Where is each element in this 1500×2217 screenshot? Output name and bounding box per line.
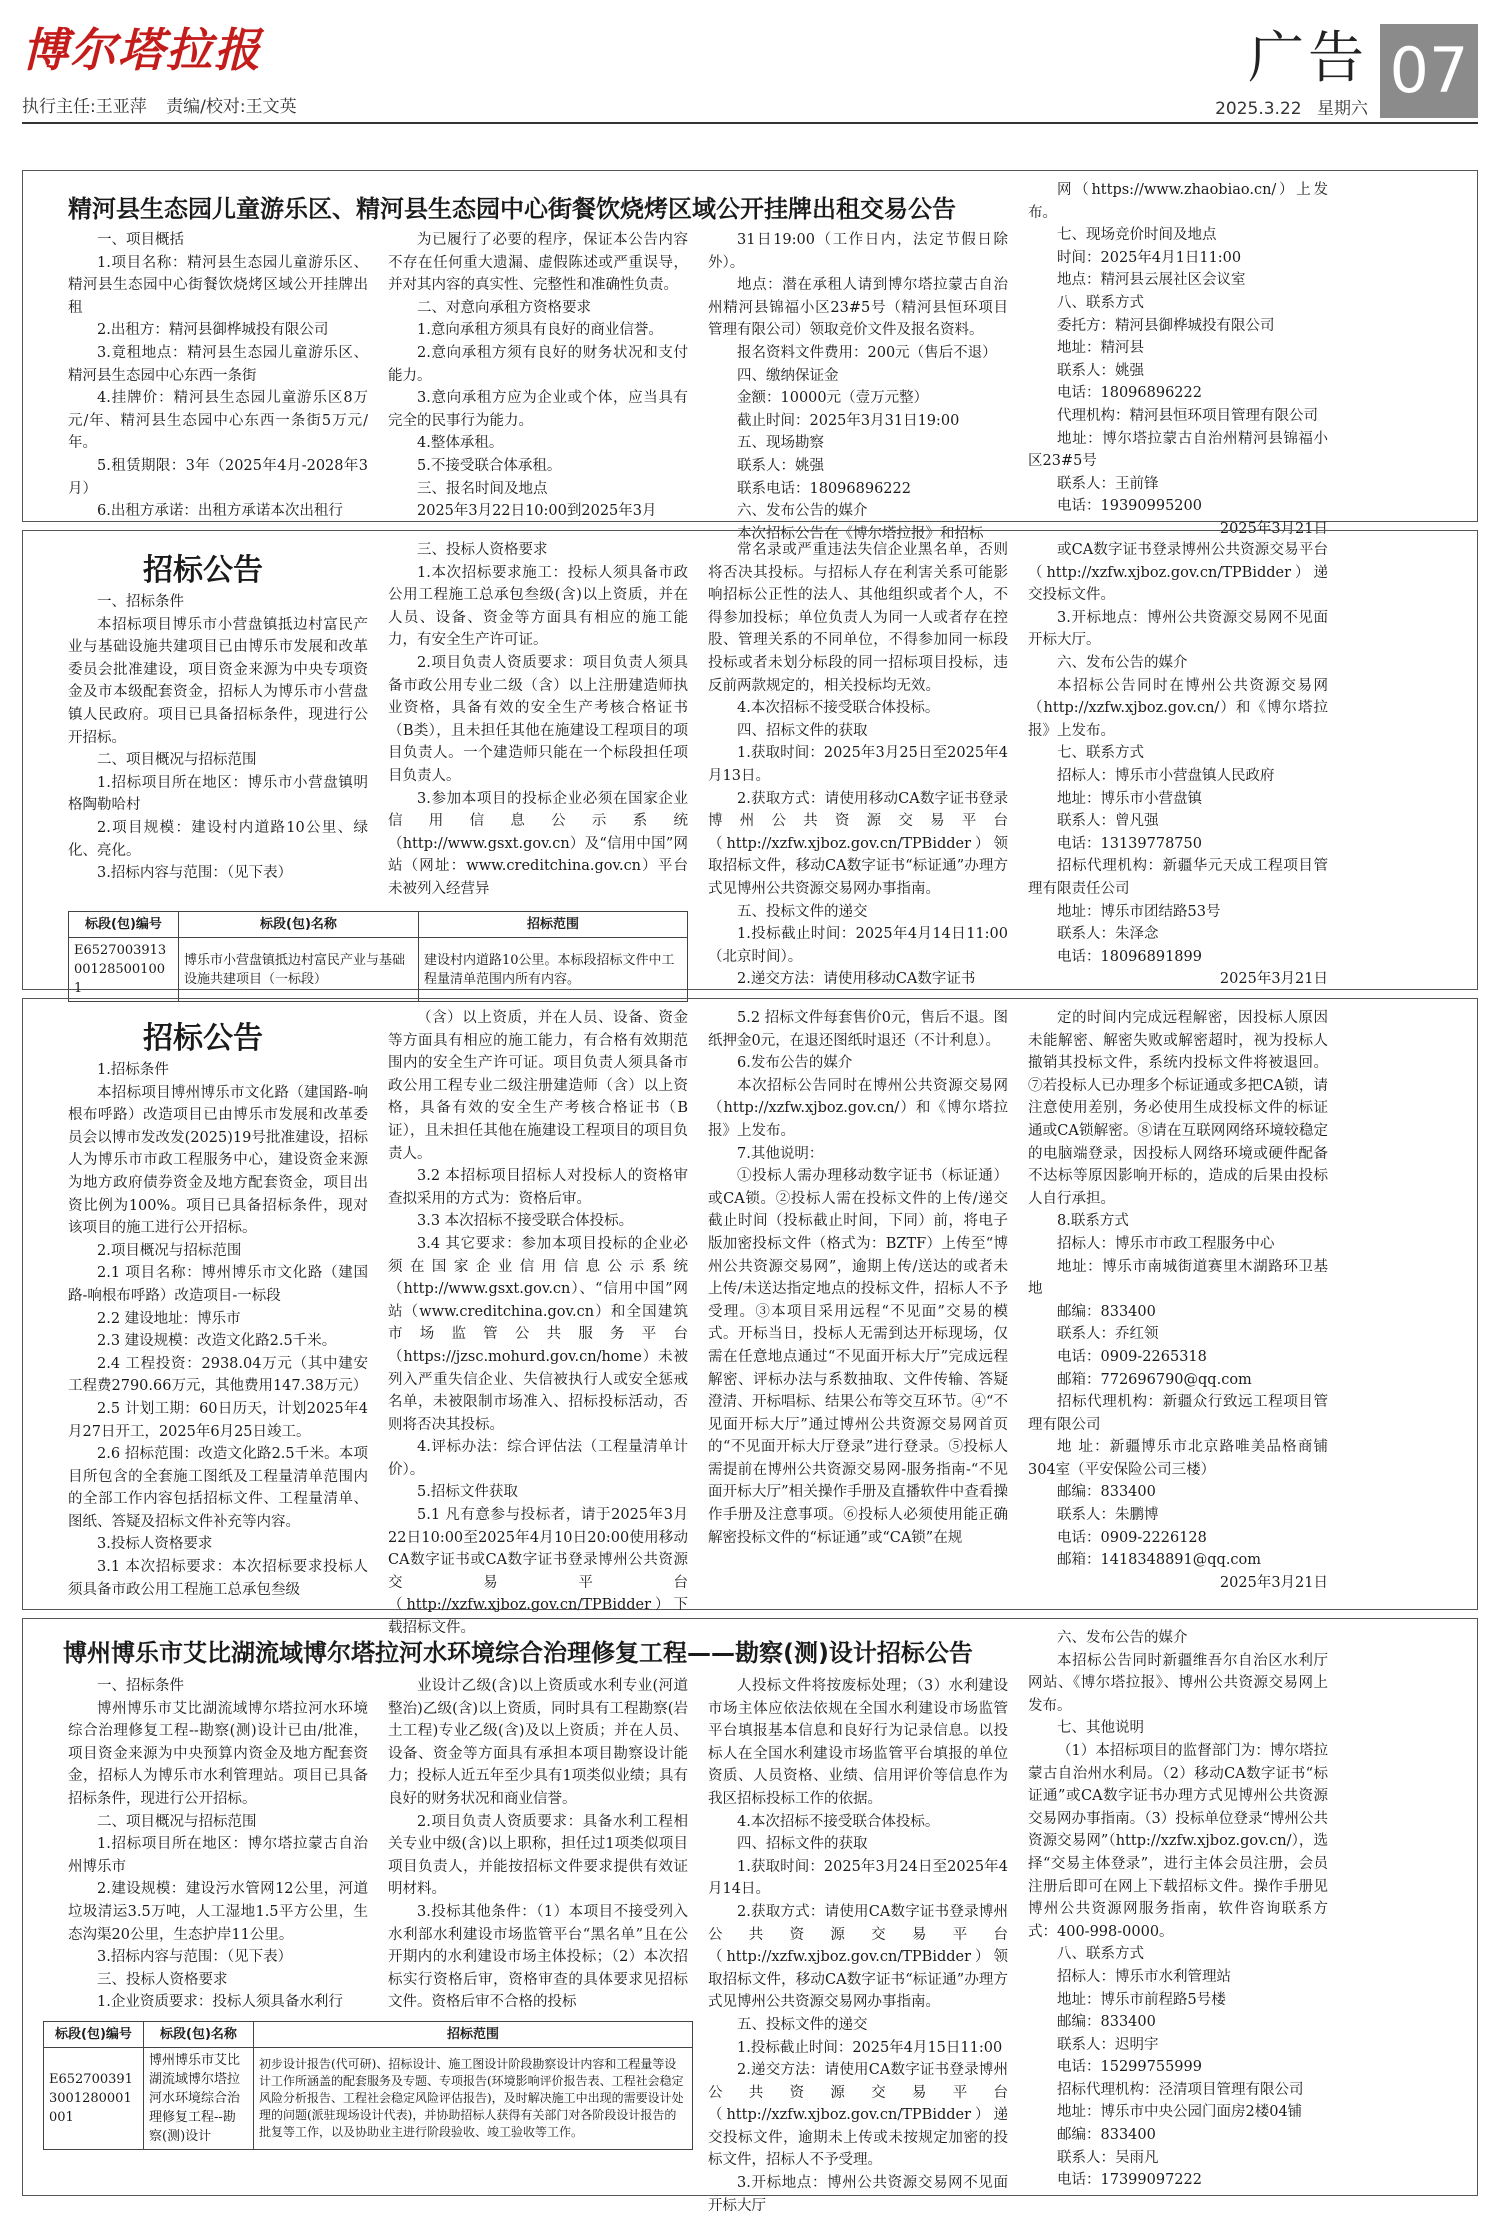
paragraph: 2.4 工程投资：2938.04万元（其中建安工程费2790.66万元，其他费用147.38万元） — [68, 1355, 368, 1395]
paragraph: 联系人：吴雨凡 — [1057, 2149, 1159, 2166]
paragraph: 4.整体承租。 — [417, 435, 504, 452]
paragraph: 1.投标截止时间：2025年4月14日11:00（北京时间）。 — [708, 926, 1008, 965]
section-title: 广告 — [1248, 26, 1368, 91]
paragraph: 3.竟租地点：精河县生态园儿童游乐区、精河县生态园中心东西一条街 — [68, 344, 368, 384]
paragraph: 电话：19390995200 — [1057, 498, 1202, 515]
paragraph: 邮箱：1418348891@qq.com — [1057, 1552, 1262, 1569]
paragraph: 6.发布公告的媒介 — [737, 1055, 853, 1072]
paragraph: 2.6 招标范围：改造文化路2.5千米。本项目所包含的全套施工图纸及工程量清单范围内的全部工作内容包括招标文件、工程量清单、图纸、答疑及招标文件补充等内容。 — [68, 1446, 368, 1530]
paragraph: 截止时间：2025年3月31日19:00 — [737, 412, 960, 429]
paragraph: 七、现场竞价时间及地点 — [1057, 227, 1217, 244]
page-number: 07 — [1380, 24, 1478, 118]
paragraph: 2.5 计划工期：60日历天，计划2025年4月27日开工，2025年6月25日竣工。 — [68, 1400, 368, 1440]
tender-table — [43, 2021, 693, 2150]
paragraph: 五、现场勘察 — [737, 435, 824, 452]
paragraph: 1.获取时间：2025年3月25日至2025年4月13日。 — [708, 745, 1008, 784]
tender-table — [68, 911, 688, 1002]
ad-column — [1028, 1627, 1328, 2193]
ad-column — [1028, 1007, 1328, 1607]
paragraph: 代理机构：精河县恒环项目管理有限公司 — [1057, 407, 1318, 424]
paragraph: 1.投标截止时间：2025年4月15日11:00 — [737, 2039, 1003, 2056]
paragraph: 地址：精河县 — [1057, 340, 1144, 357]
paragraph: 2.意向承租方须有良好的财务状况和支付能力。 — [388, 344, 688, 384]
paragraph: 本次招标公告在《博尔塔拉报》和招标 — [737, 525, 984, 542]
paragraph: （1）本招标项目的监督部门为：博尔塔拉蒙古自治州水利局。（2）移动CA数字证书“标证通”或CA数字证书办理方式见博州公共资源交易网办事指南。（3）投标单位登录“博州公共资源交易网”（http://xzfw.xjboz.gov.cn/），选择“交易主体登录”，进行主体会员注册，会员注册后即可在网上下载招标文件。操作手册见博州公共资源网服务指南，软件咨询联系方式：400-998-0000。 — [1028, 1742, 1328, 1940]
header-rule — [22, 122, 1478, 124]
table-header: 标段(包)名称 — [144, 2022, 254, 2048]
paragraph: 3.意向承租方应为企业或个体，应当具有完全的民事行为能力。 — [388, 390, 688, 429]
paragraph: 2.递交方法：请使用CA数字证书登录博州公共资源交易平台（http://xzfw.xjboz.gov.cn/TPBidder）递交投标文件，逾期未上传或未按规定加密的投标文件，招标人不予受理。 — [708, 2062, 1008, 2169]
paragraph: 1.本次招标要求施工：投标人须具备市政公用工程施工总承包叁级(含)以上资质，并在人员、设备、资金等方面具有相应的施工能力，有安全生产许可证。 — [388, 564, 688, 649]
ad-title: 招标公告 — [143, 553, 263, 588]
paragraph: 8.联系方式 — [1057, 1213, 1129, 1230]
paragraph: 地点：潜在承租人请到博尔塔拉蒙古自治州精河县锦福小区23#5号（精河县恒环项目管理有限公司）领取竞价文件及报名资料。 — [708, 277, 1008, 339]
paragraph: 本招标项目博州博乐市文化路（建国路-响根布呼路）改造项目已由博乐市发展和改革委员会以博市发改发(2025)19号批准建设，招标人为博乐市市政工程服务中心，建设资金来源为地方政府债券资金及地方配套资金，项目出资比例为100%。项目已具备招标条件，现对该项目的施工进行公开招标。 — [68, 1084, 368, 1237]
paragraph: 2025年3月21日 — [1219, 520, 1328, 537]
paragraph: 5.招标文件获取 — [417, 1484, 518, 1501]
ad-column — [708, 539, 1008, 989]
paragraph: 定的时间内完成远程解密，因投标人原因未能解密、解密失败或解密超时，视为投标人撤销其投标文件，系统内投标文件将被退回。⑦若投标人已办理多个标证通或多把CA锁，请注意使用差别，务必使用生成投标文件的标证通或CA锁解密。⑧请在互联网网络环境较稳定的电脑端登录，因投标人网络环境或硬件配备不达标等原因影响开标的，造成的后果由投标人自行承担。 — [1028, 1010, 1328, 1207]
paragraph: 7.其他说明： — [737, 1145, 824, 1162]
ad-column — [68, 229, 368, 519]
paragraph: 邮编：833400 — [1057, 2127, 1156, 2144]
paragraph: 常名录或严重违法失信企业黑名单，否则将否决其投标。与招标人存在利害关系可能影响招标公正性的法人、其他组织或者个人，不得参加投标；单位负责人为同一人或者存在控股、管理关系的不同单位，不得参加同一标段投标或者未划分标段的同一招标项目投标，违反前两款规定的，相关投标均无效。 — [708, 542, 1008, 694]
paragraph: 地址：博乐市南城街道赛里木湖路环卫基地 — [1028, 1258, 1328, 1298]
paragraph: 招标人：博乐市水利管理站 — [1057, 1968, 1231, 1985]
paragraph: 八、联系方式 — [1057, 1946, 1144, 1963]
paragraph: 联系人：姚强 — [1057, 362, 1144, 379]
ad-column — [1028, 179, 1328, 537]
paragraph: 五、投标文件的递交 — [737, 903, 868, 920]
table-row — [69, 938, 688, 1002]
paragraph: 四、招标文件的获取 — [737, 722, 868, 739]
paragraph: 六、发布公告的媒介 — [1057, 1630, 1188, 1646]
ad-wenhua-road-tender — [22, 998, 1478, 1637]
ad-xiaoyingpan-tender — [22, 530, 1478, 996]
paragraph: 2.2 建设地址：博乐市 — [97, 1310, 241, 1327]
paragraph: 2025年3月21日 — [1219, 971, 1328, 988]
chief-editor: 执行主任:王亚萍 — [22, 97, 147, 117]
table-header: 招标范围 — [254, 2022, 693, 2048]
paragraph: 本次招标公告同时在博州公共资源交易网（http://xzfw.xjboz.gov.cn/）和《博尔塔拉报》上发布。 — [708, 1077, 1008, 1139]
table-cell: 博乐市小营盘镇抵边村富民产业与基础设施共建项目（一标段） — [179, 938, 419, 1002]
paragraph: 2025年3月21日 — [1219, 1574, 1328, 1591]
paragraph: 金额：10000元（壹万元整） — [737, 390, 929, 407]
paragraph: 5.2 招标文件每套售价0元，售后不退。图纸押金0元，在退还图纸时退还（不计利息）。 — [708, 1010, 1008, 1049]
paragraph: 委托方：精河县御桦城投有限公司 — [1057, 317, 1275, 334]
paragraph: 招标代理机构：泾清项目管理有限公司 — [1057, 2081, 1304, 2098]
table-header: 标段(包)编号 — [44, 2022, 144, 2048]
paragraph: 2.递交方法：请使用移动CA数字证书 — [737, 971, 976, 988]
paragraph: 五、投标文件的递交 — [737, 2016, 868, 2033]
ad-column — [388, 1675, 688, 2013]
paragraph: 或CA数字证书登录博州公共资源交易平台（http://xzfw.xjboz.gov.cn/TPBidder）递交投标文件。 — [1028, 542, 1328, 604]
paragraph: 2.项目负责人资质要求：项目负责人须具备市政公用专业二级（含）以上注册建造师执业资格，具备有效的安全生产考核合格证书（B类），且未担任其他在施建设工程项目的项目负责人。一个建造师只能在一个标段担任项目负责人。 — [388, 654, 688, 784]
paragraph: 三、报名时间及地点 — [417, 480, 548, 497]
paragraph: 报名资料文件费用：200元（售后不退） — [737, 344, 997, 361]
paragraph: 招标人：博乐市市政工程服务中心 — [1057, 1235, 1275, 1252]
paragraph: 六、发布公告的媒介 — [737, 503, 868, 520]
ad-column — [708, 229, 1008, 542]
paragraph: 一、项目概括 — [97, 232, 184, 248]
paragraph: 2.出租方：精河县御桦城投有限公司 — [97, 322, 329, 339]
ad-title: 博州博乐市艾比湖流域博尔塔拉河水环境综合治理修复工程——勘察(测)设计招标公告 — [63, 1639, 973, 1667]
ad-column — [708, 1007, 1008, 1607]
paragraph: 6.出租方承诺：出租方承诺本次出租行 — [97, 503, 343, 520]
paragraph: 3.4 其它要求：参加本项目投标的企业必须在国家企业信用信息公示系统（http://www.gsxt.gov.cn）、“信用中国”网站（www.creditchina.gov.cn）和全国建筑市场监管公共服务平台（https://jzsc.mohurd.gov.cn/home）未被列入严重失信企业、失信被执行人或安全惩戒名单，未被限制市场准入、招标投标活动，否则将否决其投标。 — [388, 1235, 688, 1433]
paragraph: 3.1 本次招标要求：本次招标要求投标人须具备市政公用工程施工总承包叁级 — [68, 1559, 368, 1598]
paragraph: 1.招标项目所在地区：博尔塔拉蒙古自治州博乐市 — [68, 1836, 368, 1875]
paragraph: 地址：博乐市前程路5号楼 — [1057, 1991, 1226, 2008]
paragraph: 2.获取方式：请使用CA数字证书登录博州公共资源交易平台（http://xzfw.xjboz.gov.cn/TPBidder）领取招标文件，移动CA数字证书“标证通”办理方式见博州公共资源交易网办事指南。 — [708, 1903, 1008, 2011]
paragraph: 5.1 凡有意参与投标者，请于2025年3月22日10:00至2025年4月10日20:00使用移动CA数字证书或CA数字证书登录博州公共资源交易平台（http://xzfw.xjboz.gov.cn/TPBidder）下载招标文件。 — [388, 1507, 688, 1637]
paragraph: 2.建设规模：建设污水管网12公里，河道垃圾清运3.5万吨，人工湿地1.5平方公里，生态沟渠20公里，生态护岸11公里。 — [68, 1881, 368, 1943]
paragraph: 2.3 建设规模：改造文化路2.5千米。 — [97, 1333, 337, 1350]
masthead — [0, 0, 1500, 130]
paragraph: 3.2 本招标项目招标人对投标人的资格审查拟采用的方式为：资格后审。 — [388, 1168, 688, 1207]
paragraph: 地 址：新疆博乐市北京路唯美品格商铺304室（平安保险公司三楼） — [1028, 1439, 1328, 1478]
date: 2025.3.22 — [1215, 99, 1302, 119]
paragraph: 为已履行了必要的程序，保证本公告内容不存在任何重大遗漏、虚假陈述或严重误导，并对其内容的真实性、完整性和准确性负责。 — [388, 232, 688, 294]
ad-column — [68, 1059, 368, 1607]
ad-column — [708, 1675, 1008, 2214]
paragraph: 电话：15299755999 — [1057, 2059, 1202, 2076]
table-cell: E6527003913001285001001 — [69, 938, 179, 1002]
ad-jinghe-lease — [22, 170, 1478, 542]
paragraph: 5.租赁期限：3年（2025年4月-2028年3月） — [68, 457, 368, 497]
paragraph: 电话：0909-2265318 — [1057, 1348, 1207, 1365]
paragraph: 2.项目概况与招标范围 — [97, 1242, 242, 1259]
paragraph: 电话：18096891899 — [1057, 948, 1202, 965]
paragraph: 3.参加本项目的投标企业必须在国家企业信用信息公示系统（http://www.gsxt.gov.cn）及“信用中国”网站（网址：www.creditchina.gov.cn）平台未被列入经营异 — [388, 790, 688, 897]
paragraph: 4.挂牌价：精河县生态园儿童游乐区8万元/年、精河县生态园中心东西一条街5万元/年。 — [68, 390, 368, 452]
editor-credits — [22, 92, 311, 117]
paragraph: 二、项目概况与招标范围 — [97, 752, 257, 769]
paragraph: 电话：18096896222 — [1057, 385, 1202, 402]
paragraph: 3.开标地点：博州公共资源交易网不见面开标大厅 — [708, 2175, 1008, 2214]
paragraph: 四、缴纳保证金 — [737, 367, 839, 384]
editor: 责编/校对:王文英 — [166, 97, 297, 117]
paragraph: 七、联系方式 — [1057, 745, 1144, 762]
paragraph: 联系人：曾凡强 — [1057, 813, 1159, 830]
paragraph: 电话：0909-2226128 — [1057, 1529, 1207, 1546]
paragraph: 5.不接受联合体承租。 — [417, 457, 562, 474]
paragraph: 联系人：迟明宇 — [1057, 2036, 1159, 2053]
paragraph: 4.本次招标不接受联合体投标。 — [737, 700, 940, 717]
newspaper-logo: 博尔塔拉报 — [22, 23, 262, 77]
paragraph: 本招标公告同时在博州公共资源交易网（http://xzfw.xjboz.gov.cn/）和《博尔塔拉报》上发布。 — [1028, 677, 1328, 739]
paragraph: 1.项目名称：精河县生态园儿童游乐区、精河县生态园中心街餐饮烧烤区域公开挂牌出租 — [68, 254, 368, 316]
paragraph: 邮编：833400 — [1057, 2014, 1156, 2031]
paragraph: 3.投标其他条件：（1）本项目不接受列入水利部水利建设市场监管平台“黑名单”且在公开期内的水利建设市场主体投标；（2）本次招标实行资格后审，资格审查的具体要求见招标文件。资格后审不合格的投标 — [388, 1903, 688, 2011]
paragraph: 博州博乐市艾比湖流域博尔塔拉河水环境综合治理修复工程--勘察(测)设计已由/批准，项目资金来源为中央预算内资金及地方配套资金，招标人为博乐市水利管理站。项目已具备招标条件，现进行公开招标。 — [68, 1700, 368, 1807]
paragraph: 地址：博乐市团结路53号 — [1057, 903, 1221, 920]
paragraph: 一、招标条件 — [97, 1678, 184, 1694]
table-cell: 博州博乐市艾比湖流域博尔塔拉河水环境综合治理修复工程--勘察(测)设计 — [144, 2048, 254, 2150]
table-row — [44, 2048, 693, 2150]
paragraph: ①投标人需办理移动数字证书（标证通）或CA锁。②投标人需在投标文件的上传/递交截止时间（投标截止时间，下同）前，将电子版加密投标文件（格式为：BZTF）上传至“博州公共资源交易网”，逾期上传/送达的或者未上传/未送达指定地点的投标文件，招标人不予受理。③本项目采用远程“不见面”交易的模式。开标当日，投标人无需到达开标现场，仅需在任意地点通过“不见面开标大厅”完成远程解密、评标办法与系数抽取、文件传输、答疑澄清、开标唱标、结果公布等交互环节。④“不见面开标大厅”通过博州公共资源交易网首页的“不见面开标大厅登录”进行登录。⑤投标人需提前在博州公共资源交易网-服务指南-“不见面开标大厅”相关操作手册及直播软件中查看操作手册及注意事项。⑥投标人必须使用能正确解密投标文件的“标证通”或“CA锁”在规 — [708, 1168, 1008, 1546]
paragraph: 1.招标条件 — [97, 1062, 169, 1078]
paragraph: 八、联系方式 — [1057, 294, 1144, 311]
paragraph: 联系人：朱泽念 — [1057, 926, 1159, 943]
ad-column — [68, 1675, 368, 2013]
paragraph: 2.项目负责人资质要求：具备水利工程相关专业中级(含)以上职称，担任过1项类似项目项目负责人，并能按招标文件要求提供有效证明材料。 — [388, 1813, 688, 1898]
paragraph: 地址：博乐市小营盘镇 — [1057, 790, 1202, 807]
paragraph: 业设计乙级(含)以上资质或水利专业(河道整治)乙级(含)以上资质，同时具有工程勘察(岩土工程)专业乙级(含)及以上资质；并在人员、设备、资金等方面具有承担本项目勘察设计能力；投标人近五年至少具有1项类似业绩；具有良好的财务状况和商业信誉。 — [388, 1678, 688, 1807]
paragraph: 电话：13139778750 — [1057, 835, 1202, 852]
ad-column — [388, 1007, 688, 1637]
ad-column — [1028, 539, 1328, 989]
paragraph: 2.获取方式：请使用移动CA数字证书登录博州公共资源交易平台（http://xzfw.xjboz.gov.cn/TPBidder）领取招标文件，移动CA数字证书“标证通”办理方式见博州公共资源交易网办事指南。 — [708, 790, 1008, 897]
ad-ebinur-design-tender — [22, 1618, 1478, 2214]
table-cell: E6527003913001280001001 — [44, 2048, 144, 2150]
paragraph: 招标人：博乐市小营盘镇人民政府 — [1057, 767, 1275, 784]
paragraph: 四、招标文件的获取 — [737, 1836, 868, 1853]
paragraph: 3.投标人资格要求 — [97, 1536, 213, 1553]
paragraph: 二、对意向承租方资格要求 — [417, 299, 591, 316]
paragraph: 电话：17399097222 — [1057, 2172, 1202, 2189]
paragraph: 3.招标内容与范围：（见下表） — [97, 865, 293, 882]
paragraph: 2025年3月22日10:00到2025年3月 — [417, 503, 657, 520]
paragraph: 联系人：乔红领 — [1057, 1326, 1159, 1343]
ad-column — [68, 591, 368, 901]
paragraph: 本招标项目博乐市小营盘镇抵边村富民产业与基础设施共建项目已由博乐市发展和改革委员会批准建设，项目资金来源为中央专项资金及市本级配套资金，招标人为博乐市小营盘镇人民政府。项目已具备招标条件，现进行公开招标。 — [68, 616, 368, 746]
paragraph: 联系人：朱鹏博 — [1057, 1507, 1159, 1524]
paragraph: 本招标公告同时新疆维吾尔自治区水利厅网站、《博尔塔拉报》、博州公共资源交易网上发布。 — [1028, 1652, 1328, 1714]
paragraph: 联系人：王前锋 — [1057, 475, 1159, 492]
paragraph: 地址：博尔塔拉蒙古自治州精河县锦福小区23#5号 — [1028, 430, 1328, 470]
paragraph: 人投标文件将按废标处理；（3）水利建设市场主体应依法依规在全国水利建设市场监管平台填报基本信息和良好行为记录信息。以投标人在全国水利建设市场监管平台填报的单位资质、人员资格、业绩、信用评价等信息作为我区招标投标工作的依据。 — [708, 1678, 1008, 1807]
table-header: 招标范围 — [419, 912, 688, 938]
paragraph: 招标代理机构：新疆华元天成工程项目管理有限责任公司 — [1028, 858, 1328, 897]
paragraph: 3.3 本次招标不接受联合体投标。 — [417, 1213, 634, 1230]
table-header: 标段(包)编号 — [69, 912, 179, 938]
paragraph: 七、其他说明 — [1057, 1720, 1144, 1737]
paragraph: 4.评标办法：综合评估法（工程量清单计价）。 — [388, 1439, 688, 1478]
paragraph: 地点：精河县云展社区会议室 — [1057, 272, 1246, 289]
paragraph: 2.1 项目名称：博州博乐市文化路（建国路-响根布呼路）改造项目-一标段 — [68, 1265, 368, 1304]
paragraph: 1.招标项目所在地区：博乐市小营盘镇明格陶勒哈村 — [68, 774, 368, 814]
paragraph: 1.意向承租方须具有良好的商业信誉。 — [417, 322, 663, 339]
paragraph: 31日19:00（工作日内，法定节假日除外）。 — [708, 232, 1008, 271]
ad-column — [388, 539, 688, 901]
paragraph: 网（https://www.zhaobiao.cn/）上发布。 — [1028, 182, 1328, 221]
ad-column — [388, 229, 688, 519]
paragraph: 联系人：姚强 — [737, 457, 824, 474]
paragraph: 邮编：833400 — [1057, 1303, 1156, 1320]
paragraph: 3.开标地点：博州公共资源交易网不见面开标大厅。 — [1028, 609, 1328, 649]
paragraph: 时间：2025年4月1日11:00 — [1057, 249, 1242, 266]
paragraph: 六、发布公告的媒介 — [1057, 654, 1188, 671]
ad-title: 招标公告 — [143, 1021, 263, 1056]
paragraph: 邮编：833400 — [1057, 1484, 1156, 1501]
paragraph: 4.本次招标不接受联合体投标。 — [737, 1813, 940, 1830]
paragraph: 联系电话：18096896222 — [737, 480, 911, 497]
table-cell: 初步设计报告(代可研)、招标设计、施工图设计阶段勘察设计内容和工程量等设计工作所涵盖的配套服务及专题、专项报告(环境影响评价报告表、工程社会稳定风险分析报告、工程社会稳定风险评估报告)，及时解决施工中出现的需要设计处理的问题(派驻现场设计代表)，并协助招标人获得有关部门对各阶段设计报告的批复等工作，以及协助业主进行阶段验收、竣工验收等工作。 — [254, 2048, 693, 2150]
paragraph: 一、招标条件 — [97, 594, 184, 610]
paragraph: 三、投标人资格要求 — [417, 542, 548, 558]
paragraph: 招标代理机构：新疆众行致远工程项目管理有限公司 — [1028, 1394, 1328, 1433]
ad-title: 精河县生态园儿童游乐区、精河县生态园中心街餐饮烧烤区域公开挂牌出租交易公告 — [68, 195, 956, 223]
weekday: 星期六 — [1317, 99, 1368, 119]
table-cell: 建设村内道路10公里。本标段招标文件中工程量清单范围内所有内容。 — [419, 938, 688, 1002]
paragraph: 邮箱：772696790@qq.com — [1057, 1371, 1252, 1388]
paragraph: （含）以上资质，并在人员、设备、资金等方面具有相应的施工能力，有合格有效期范围内的安全生产许可证。项目负责人须具备市政公用工程专业二级注册建造师（含）以上资格，具备有效的安全生产考核合格证书（B证），且未担任其他在施建设工程项目的项目负责人。 — [388, 1010, 688, 1162]
paragraph: 2.项目规模：建设村内道路10公里、绿化、亮化。 — [68, 819, 368, 859]
paragraph: 二、项目概况与招标范围 — [97, 1813, 257, 1830]
paragraph: 1.企业资质要求：投标人须具备水利行 — [97, 1994, 343, 2011]
issue-date — [1205, 94, 1368, 119]
paragraph: 3.招标内容与范围：（见下表） — [97, 1949, 293, 1966]
paragraph: 地址：博乐市中央公园门面房2楼04铺 — [1057, 2104, 1303, 2121]
paragraph: 三、投标人资格要求 — [97, 1971, 228, 1988]
paragraph: 1.获取时间：2025年3月24日至2025年4月14日。 — [708, 1858, 1008, 1898]
table-header: 标段(包)名称 — [179, 912, 419, 938]
